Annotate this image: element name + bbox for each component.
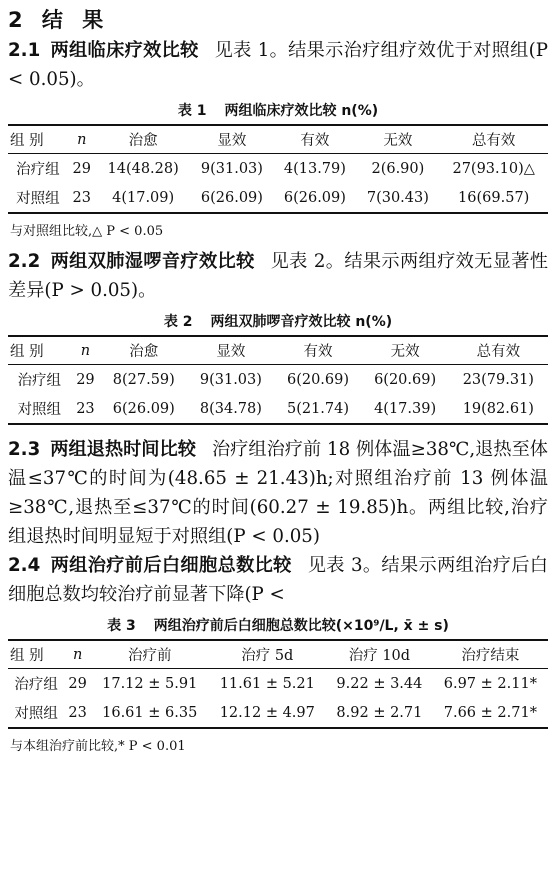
column-header: n [64,640,91,669]
column-header: 组 别 [8,640,64,669]
table-cell: 7.66 ± 2.71* [443,704,537,721]
table-cell: 6.97 ± 2.11* [443,675,537,692]
table-cell: 4(17.39) [374,400,437,417]
table-row [8,698,548,728]
table-2-caption [8,311,548,331]
table-title: 两组临床疗效比较 n(%) [224,103,379,119]
table-cell: 6(26.09) [112,400,175,417]
table-cell: 8.92 ± 2.71 [336,704,423,721]
paragraph-number: 2.2 [8,251,41,272]
paragraph-2-1 [8,36,548,94]
table-cell: 9(31.03) [199,371,262,388]
table-cell: 29 [72,160,91,177]
table-cell: 11.61 ± 5.21 [219,675,315,692]
paragraph-text: 见表 1。结果示治疗组疗效优于对照组(P < 0.05)。 [8,40,548,90]
paragraph-number: 2.3 [8,439,41,460]
table-cell: 对照组 [17,402,62,418]
table-3 [8,639,548,729]
table-cell: 治疗组 [14,677,58,693]
table-1 [8,124,548,214]
table-1-note: 与对照组比较,△ P < 0.05 [10,224,164,239]
table-2 [8,335,548,425]
column-header: 组 别 [8,125,68,154]
table-header-row [8,336,548,365]
table-row [8,669,548,699]
column-header: 组 别 [8,336,71,365]
paragraph-heading: 两组退热时间比较 [50,439,196,460]
column-header: n [71,336,101,365]
column-header: 总有效 [449,336,548,365]
table-cell: 12.12 ± 4.97 [219,704,315,721]
table-title: 两组治疗前后白细胞总数比较(×10⁹/L, x̄ ± s) [153,618,449,634]
paragraph-text: 治疗组治疗前 18 例体温≥38℃,退热至体温≤37℃的时间为(48.65 ± 21.43)h;对照组治疗前 13 例体温≥38℃,退热至≤37℃的时间(60.27 ± 19.85)h。两组比较,治疗组退热时间明显短于对照组(P < 0.05) [8,439,548,547]
table-cell: 对照组 [14,706,58,722]
table-cell: 6(26.09) [283,189,346,206]
table-cell: 6(26.09) [200,189,263,206]
table-row [8,154,548,184]
table-title: 两组双肺啰音疗效比较 n(%) [210,314,393,330]
column-header: 治疗 10d [326,640,433,669]
table-number: 表 3 [107,618,136,634]
column-header: 治愈 [96,125,191,154]
table-cell: 对照组 [16,191,60,207]
table-number: 表 1 [177,103,207,119]
table-cell: 27(93.10)△ [452,160,535,177]
table-cell: 8(27.59) [112,371,175,388]
table-cell: 23 [72,189,91,206]
table-header-row [8,640,548,669]
table-row [8,365,548,395]
table-cell: 23 [76,400,95,417]
table-cell: 治疗组 [17,373,62,389]
column-header: 有效 [274,336,361,365]
table-cell: 16.61 ± 6.35 [102,704,198,721]
paragraph-number: 2.1 [8,40,41,61]
table-cell: 8(34.78) [199,400,262,417]
table-cell: 16(69.57) [458,189,530,206]
column-header: 治疗结束 [433,640,548,669]
table-3-note: 与本组治疗前比较,* P < 0.01 [10,739,186,754]
table-cell: 5(21.74) [286,400,350,417]
table-cell: 17.12 ± 5.91 [102,675,198,692]
table-cell: 29 [68,675,87,692]
column-header: 无效 [356,125,439,154]
column-header: 显效 [190,125,273,154]
table-cell: 19(82.61) [462,400,534,417]
paragraph-2-2 [8,247,548,305]
table-cell: 6(20.69) [286,371,350,388]
table-cell: 29 [76,371,95,388]
table-cell: 2(6.90) [371,160,425,177]
table-cell: 治疗组 [16,162,60,178]
document-page [8,0,548,762]
column-header: n [68,125,96,154]
table-cell: 9.22 ± 3.44 [336,675,423,692]
table-cell: 14(48.28) [107,160,179,177]
table-cell: 4(17.09) [112,189,175,206]
paragraph-heading: 两组双肺湿啰音疗效比较 [50,251,255,272]
table-cell: 23 [68,704,87,721]
paragraph-text: 见表 3。结果示两组治疗后白细胞总数均较治疗前显著下降(P < [8,555,548,605]
section-title: 2 结 果 [8,8,110,32]
table-cell: 6(20.69) [374,371,437,388]
table-cell: 23(79.31) [462,371,534,388]
column-header: 总有效 [439,125,548,154]
column-header: 显效 [187,336,274,365]
paragraph-2-3 [8,435,548,551]
table-1-caption [8,100,548,120]
table-cell: 7(30.43) [366,189,429,206]
column-header: 有效 [273,125,356,154]
column-header: 治疗 5d [209,640,327,669]
paragraph-text: 见表 2。结果示两组疗效无显著性差异(P > 0.05)。 [8,251,548,301]
table-header-row [8,125,548,154]
table-3-caption [8,615,548,635]
table-row [8,394,548,424]
table-number: 表 2 [163,314,193,330]
column-header: 无效 [362,336,449,365]
paragraph-2-4 [8,551,548,609]
table-cell: 9(31.03) [200,160,263,177]
paragraph-number: 2.4 [8,555,41,576]
column-header: 治愈 [100,336,187,365]
table-cell: 4(13.79) [283,160,346,177]
paragraph-heading: 两组治疗前后白细胞总数比较 [50,555,292,576]
column-header: 治疗前 [91,640,209,669]
table-row [8,183,548,213]
paragraph-heading: 两组临床疗效比较 [50,40,199,61]
